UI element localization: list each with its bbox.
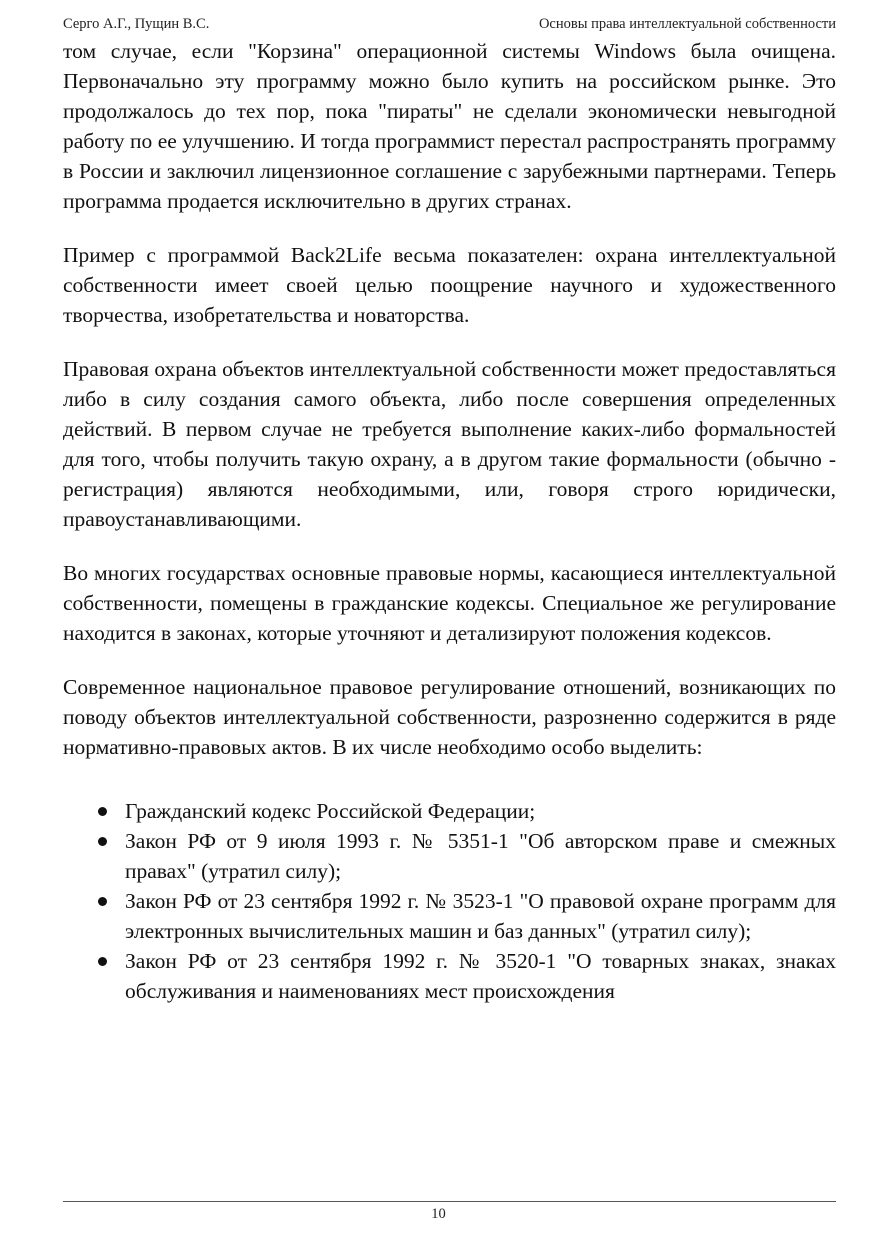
header-authors: Серго А.Г., Пущин В.С. <box>63 16 210 32</box>
paragraph-legal-protection: Правовая охрана объектов интеллектуальной собственности может предоставляться либо в силу создания самого объекта, либо после совершения определенных действий. В первом случае не требуется выполнение каких-либо формальностей для того, чтобы получить такую охрану, а в другом такие формальности (обычно - регистрация) являются необходимыми, или, говоря строго юридически, правоустанавливающими. <box>63 357 836 531</box>
legal-acts-list <box>63 796 836 1006</box>
footer-divider <box>63 1201 836 1202</box>
paragraph-continuation: том случае, если "Корзина" операционной системы Windows была очищена. Первоначально эту программу можно было купить на российском рынке. Это продолжалось до тех пор, пока "пираты" не сделали экономически невыгодной работу по ее улучшению. И тогда программист перестал распространять программу в России и заключил лицензионное соглашение с зарубежными партнерами. Теперь программа продается исключительно в других странах. <box>63 39 836 213</box>
bullet-icon <box>98 897 107 906</box>
list-item-text: Закон РФ от 23 сентября 1992 г. № 3520-1 "О товарных знаках, знаках обслуживания и наименованиях мест происхождения <box>125 949 836 1003</box>
list-item-text: Закон РФ от 9 июля 1993 г. № 5351-1 "Об авторском праве и смежных правах" (утратил силу); <box>125 829 836 883</box>
list-item-text: Гражданский кодекс Российской Федерации; <box>125 799 536 823</box>
page-body <box>63 36 836 1006</box>
page-header <box>63 16 836 36</box>
paragraph-back2life-example: Пример с программой Back2Life весьма показателен: охрана интеллектуальной собственности имеет своей целью поощрение научного и художественного творчества, изобретательства и новаторства. <box>63 243 836 327</box>
bullet-icon <box>98 957 107 966</box>
paragraph-civil-codes: Во многих государствах основные правовые нормы, касающиеся интеллектуальной собственности, помещены в гражданские кодексы. Специальное же регулирование находится в законах, которые уточняют и детализируют положения кодексов. <box>63 561 836 645</box>
page-body-clip <box>0 36 877 1198</box>
bullet-icon <box>98 807 107 816</box>
paragraph-national-regulation: Современное национальное правовое регулирование отношений, возникающих по поводу объектов интеллектуальной собственности, разрозненно содержится в ряде нормативно-правовых актов. В их числе необходимо особо выделить: <box>63 675 836 759</box>
list-item <box>63 946 836 1006</box>
list-item <box>63 826 836 886</box>
header-title: Основы права интеллектуальной собственности <box>538 16 836 32</box>
page-number: 10 <box>431 1206 446 1222</box>
list-item-text: Закон РФ от 23 сентября 1992 г. № 3523-1 "О правовой охране программ для электронных вычислительных машин и баз данных" (утратил силу); <box>125 889 836 943</box>
list-item <box>63 796 836 826</box>
bullet-icon <box>98 837 107 846</box>
list-item <box>63 886 836 946</box>
